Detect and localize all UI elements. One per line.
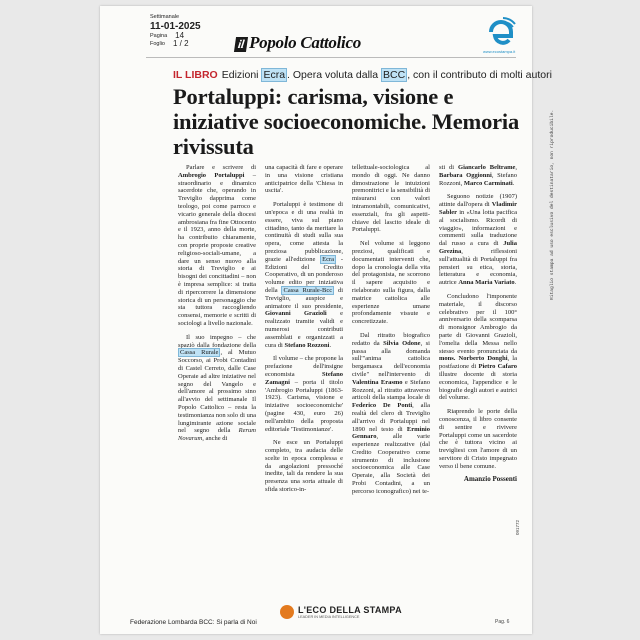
- footer-client: Federazione Lombarda BCC: Si parla di Noi: [130, 619, 257, 626]
- highlight-ecra: Ecra: [322, 255, 335, 263]
- article-body: [178, 164, 517, 502]
- footer-brand-sub: LEADER IN MEDIA INTELLIGENCE: [298, 615, 360, 619]
- masthead-name: Popolo Cattolico: [249, 33, 361, 52]
- ecra-url: www.ecostampa.it: [483, 49, 516, 54]
- highlight-bcc: BCC: [383, 69, 406, 81]
- paragraph: Ne esce un Portaluppi completo, tra audacia delle scelte in epoca complessa e da angolazioni pressoché inedite, tali da rendere la sua presenza una sorta attuale di sfida storico-in-: [265, 439, 343, 494]
- eco-logo-icon: [280, 605, 294, 619]
- article-kicker: [173, 69, 552, 81]
- paragraph: Dal ritratto biografico redatto da Silvia Odone, si passa alla domanda sull'"anima cattolica bergamasca dell'economia civile" nell'intervento di Valentina Erasmo e Stefano Rozzoni, al ritratto attraverso articoli della stampa locale di Federico De Ponti, alla realtà del clero di Treviglio all'arrivo di Portaluppi nel 1890 nel testo di Erminio Gennaro, alle varie esperienze realizzative (dal Credito Cooperativo come strumento di inclusione socioeconomica alle Case Operaie, alla Società dei Probi Contadini, a un percorso iconografico) nei te-: [352, 331, 431, 495]
- paragraph: tellettuale-sociologica al mondo di oggi. Ne danno dimostrazione le intuizioni premonitrici e la sensibilità di misurarsi con valori intramontabili, comunicativi, essenziali, fra gli aspetti-chiave del lascito ideale di Portaluppi.: [352, 164, 430, 234]
- paragraph: una capacità di fare e operare in una visione cristiana anticipatrice della 'Chiesa in uscita'.: [265, 164, 343, 195]
- publication-date: 11-01-2025: [150, 21, 201, 32]
- article-column-4: [439, 164, 517, 502]
- side-disclaimer: Ritaglio stampa ad uso esclusivo del destinatario, non riproducibile.: [550, 109, 555, 300]
- highlight-cassa-rurale-bcc: Cassa Rurale-Bcc: [283, 286, 333, 294]
- clipping-meta: [150, 13, 201, 48]
- article-column-2: [265, 164, 343, 502]
- highlight-cassa-rurale: Cassa Rurale: [180, 349, 219, 357]
- paragraph: sti di Giancarlo Beltrame, Barbara Oggionni, Stefano Rozzoni, Marco Carminati.: [439, 164, 518, 187]
- page-number: 14: [175, 31, 185, 40]
- publication-type: Settimanale: [150, 14, 180, 20]
- ecra-logo-icon: [485, 16, 517, 50]
- kicker-tag: IL LIBRO: [173, 69, 218, 81]
- page-label: Pagina: [150, 33, 168, 39]
- paragraph: Seguono notizie (1907) attinte dall'opera di Vladimir Sabler in «Una lotta pacifica al socialismo. Ricordi di viaggio», informazioni e commenti sulla traduzione dal russo a cura di Julia Grezina, riflessioni sull'attualità di Portaluppi fra pensieri su etica, storia, letteratura e economia, autrice Anna Maria Variato.: [439, 193, 517, 287]
- article-headline: Portaluppi: carisma, visione e iniziative socioeconomiche. Memoria rivissuta: [173, 84, 520, 159]
- newspaper-clipping: [100, 6, 552, 634]
- document-id: 091772: [515, 519, 520, 535]
- paragraph: Portaluppi è testimone di un'epoca e di una realtà in essere, viva sul piano cittadino, tanto da meritare la continuità di studi sulla sua opera, come attesta la preziosa pubblicazione, grazie all'edizione Ecra - Edizioni del Credito Cooperativo, di un ponderoso volume edito per iniziativa della Cassa Rurale-Bcc di Treviglio, auspice e animatore il suo presidente, Giovanni Grazioli e realizzato tramite validi e numerosi contributi assemblati e organizzati a cura di Stefano Rozzoni.: [265, 201, 343, 349]
- highlight-ecra: Ecra: [263, 69, 286, 81]
- kicker-text: Edizioni: [221, 69, 259, 81]
- kicker-text: , con il contributo di molti autori: [407, 69, 552, 81]
- footer: [100, 604, 532, 634]
- paragraph: Il volume – che propone la prefazione dell'insigne economista Stefano Zamagni – porta il titolo 'Ambrogio Portaluppi (1863-1923). Carisma, visione e iniziative socioeconomiche' (pagine 430, euro 26) nell'ambito della proposta editoriale 'Testimonianze'.: [265, 355, 343, 433]
- paragraph: Concludono l'imponente materiale, il discorso celebrativo per il 100° anniversario della scomparsa di monsignor Ambrogio da parte di Giovanni Grazioli, l'omelia della Messa nello stesso evento pronunciata da mons. Norberto Donghi, la postfazione di Pietro Cafaro illustre docente di storia economica, l'appendice e le biografie degli autori e autrici del volume.: [439, 292, 517, 402]
- article-column-3: [352, 164, 430, 502]
- paragraph: Riaprendo le porte della conoscenza, il libro consente di sentire e rivivere Portaluppi come un sacerdote che è tuttora vicino ai trevigliesi con l'amore di un servitore di Cristo impegnato verso il bene comune.: [439, 408, 517, 470]
- eco-della-stampa-logo: [280, 605, 402, 619]
- paragraph: Parlare e scrivere di Ambrogio Portaluppi – straordinario e dinamico sacerdote che, operando in Treviglio dapprima come teologo, poi come parroco e vicario generale della diocesi ambrosiana fra fine Ottocento e il 1923, anno della morte, ha contribuito chiaramente, con proprie proposte creative religioso-sociali-umane, a dare un senso nuovo alla storia di Treviglio e ai bisogni dei concittadini – non è impresa semplice: si tratta di ripercorrere la dimensione storica di un personaggio che sta tuttora raccogliendo consensi, memorie e scritti di sociologi a livello nazionale.: [178, 164, 256, 327]
- paragraph: Nel volume si leggono preziosi, qualificati e documentati interventi che, dopo la cronologia della vita del protagonista, ne scorrono il sapere acquisito e rielaborato sulla figura, dalla matrice cattolica alle esperienze umane profondamente vissute e concretizzate.: [352, 240, 430, 326]
- sheet-label: Foglio: [150, 41, 165, 47]
- masthead-il: il: [234, 37, 248, 52]
- divider: [146, 57, 516, 58]
- footer-brand: L'ECO DELLA STAMPA: [298, 605, 402, 615]
- paragraph: Il suo impegno – che spaziò dalla fondazione della Cassa Rurale , al Mutuo Soccorso, ai Probi Contadini di Castel Cerreto, dalle Case Operaie ad altre iniziative nel segno del Vangelo e dell'amore al prossimo sino all'avvio del settimanale Il Popolo Cattolico – resta la testimonianza non solo di una lungimirante azione sociale nel segno della Rerum Novarum, anche di: [178, 333, 257, 443]
- footer-page: Pag. 6: [495, 619, 510, 625]
- kicker-text: . Opera voluta dalla: [287, 69, 379, 81]
- sheet-number: 1 / 2: [172, 39, 189, 48]
- author-signature: Amanzio Possenti: [463, 475, 517, 484]
- article-column-1: [178, 164, 256, 502]
- newspaper-masthead: [235, 33, 361, 53]
